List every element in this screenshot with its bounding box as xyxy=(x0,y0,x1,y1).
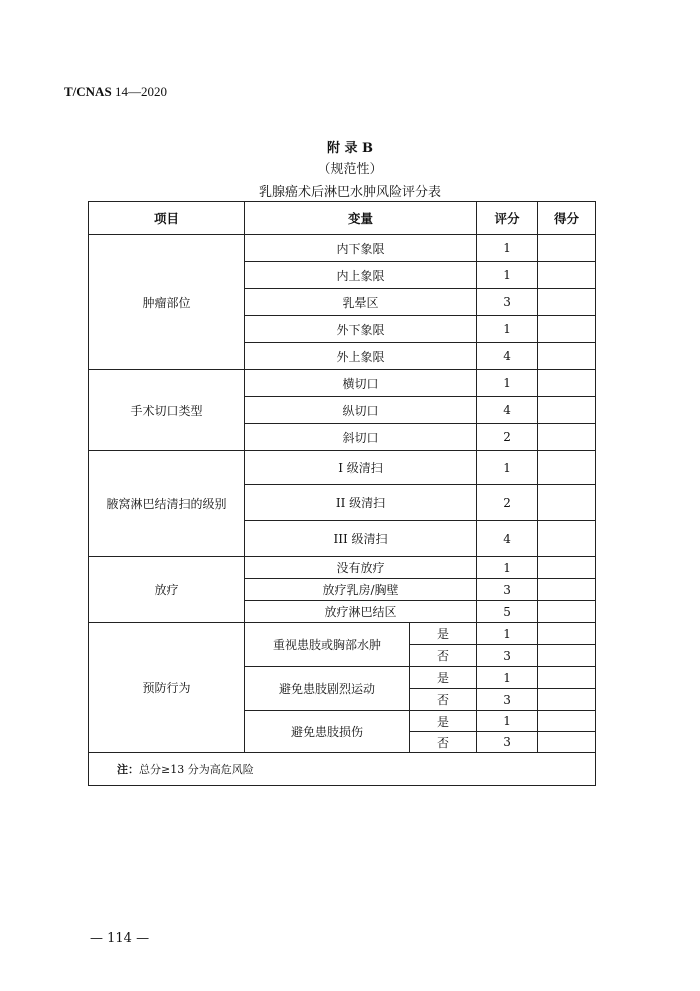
score-cell: 1 xyxy=(477,451,538,485)
score-cell: 3 xyxy=(477,579,538,601)
table-row xyxy=(89,557,596,579)
table-title: 乳腺癌术后淋巴水肿风险评分表 xyxy=(258,185,441,200)
points-cell[interactable] xyxy=(538,397,596,424)
score-cell: 1 xyxy=(477,262,538,289)
variable-cell: 外下象限 xyxy=(245,316,477,343)
score-cell: 5 xyxy=(477,601,538,623)
appendix-title: 附 录 B xyxy=(326,141,374,156)
score-cell: 3 xyxy=(477,645,538,667)
points-cell[interactable] xyxy=(538,623,596,645)
points-cell[interactable] xyxy=(538,485,596,521)
note-label: 注： xyxy=(117,763,139,776)
score-cell: 1 xyxy=(477,235,538,262)
points-cell[interactable] xyxy=(538,289,596,316)
score-cell: 2 xyxy=(477,424,538,451)
points-cell[interactable] xyxy=(538,689,596,711)
points-cell[interactable] xyxy=(538,521,596,557)
variable-cell: 乳晕区 xyxy=(245,289,477,316)
points-cell[interactable] xyxy=(538,601,596,623)
score-cell: 4 xyxy=(477,521,538,557)
points-cell[interactable] xyxy=(538,424,596,451)
document-code xyxy=(64,84,167,100)
subgroup-label: 避免患肢损伤 xyxy=(245,711,410,753)
table-row xyxy=(89,623,596,645)
document-code-number: 14—2020 xyxy=(114,84,167,99)
normative-label: （规范性） xyxy=(317,162,383,177)
answer-cell: 否 xyxy=(410,689,477,711)
table-row xyxy=(89,235,596,262)
answer-cell: 是 xyxy=(410,711,477,732)
score-cell: 3 xyxy=(477,689,538,711)
score-cell: 3 xyxy=(477,289,538,316)
score-cell: 3 xyxy=(477,732,538,753)
answer-cell: 是 xyxy=(410,667,477,689)
variable-cell: 斜切口 xyxy=(245,424,477,451)
points-cell[interactable] xyxy=(538,579,596,601)
table-header-row xyxy=(89,202,596,235)
score-cell: 1 xyxy=(477,316,538,343)
points-cell[interactable] xyxy=(538,557,596,579)
points-cell[interactable] xyxy=(538,732,596,753)
points-cell[interactable] xyxy=(538,235,596,262)
column-header-points: 得分 xyxy=(538,202,596,235)
subgroup-label: 重视患肢或胸部水肿 xyxy=(245,623,410,667)
points-cell[interactable] xyxy=(538,316,596,343)
points-cell[interactable] xyxy=(538,262,596,289)
column-header-variable: 变量 xyxy=(245,202,477,235)
answer-cell: 否 xyxy=(410,732,477,753)
group-label-tumor-site: 肿瘤部位 xyxy=(89,235,245,370)
table-row xyxy=(89,370,596,397)
variable-cell: 没有放疗 xyxy=(245,557,477,579)
group-label-radiotherapy: 放疗 xyxy=(89,557,245,623)
points-cell[interactable] xyxy=(538,711,596,732)
score-cell: 1 xyxy=(477,557,538,579)
points-cell[interactable] xyxy=(538,667,596,689)
points-cell[interactable] xyxy=(538,343,596,370)
note-text: 总分≥13 分为高危风险 xyxy=(139,763,254,776)
variable-cell: III 级清扫 xyxy=(245,521,477,557)
variable-cell: 外上象限 xyxy=(245,343,477,370)
page-number: — 114 — xyxy=(90,931,150,946)
variable-cell: 内上象限 xyxy=(245,262,477,289)
subgroup-label: 避免患肢剧烈运动 xyxy=(245,667,410,711)
score-cell: 1 xyxy=(477,711,538,732)
answer-cell: 否 xyxy=(410,645,477,667)
group-label-preventive-behavior: 预防行为 xyxy=(89,623,245,753)
score-cell: 4 xyxy=(477,343,538,370)
points-cell[interactable] xyxy=(538,370,596,397)
variable-cell: 放疗乳房/胸壁 xyxy=(245,579,477,601)
column-header-item: 项目 xyxy=(89,202,245,235)
points-cell[interactable] xyxy=(538,645,596,667)
variable-cell: 放疗淋巴结区 xyxy=(245,601,477,623)
answer-cell: 是 xyxy=(410,623,477,645)
document-code-prefix: T/CNAS xyxy=(64,84,112,99)
variable-cell: 横切口 xyxy=(245,370,477,397)
score-cell: 1 xyxy=(477,623,538,645)
variable-cell: II 级清扫 xyxy=(245,485,477,521)
group-label-incision-type: 手术切口类型 xyxy=(89,370,245,451)
variable-cell: I 级清扫 xyxy=(245,451,477,485)
score-cell: 2 xyxy=(477,485,538,521)
variable-cell: 纵切口 xyxy=(245,397,477,424)
score-cell: 1 xyxy=(477,370,538,397)
table-row xyxy=(89,451,596,485)
points-cell[interactable] xyxy=(538,451,596,485)
score-cell: 1 xyxy=(477,667,538,689)
score-cell: 4 xyxy=(477,397,538,424)
note-cell xyxy=(89,753,596,786)
variable-cell: 内下象限 xyxy=(245,235,477,262)
note-row xyxy=(89,753,596,786)
group-label-axillary-dissection: 腋窝淋巴结清扫的级别 xyxy=(89,451,245,557)
column-header-score: 评分 xyxy=(477,202,538,235)
risk-score-table xyxy=(88,201,596,786)
